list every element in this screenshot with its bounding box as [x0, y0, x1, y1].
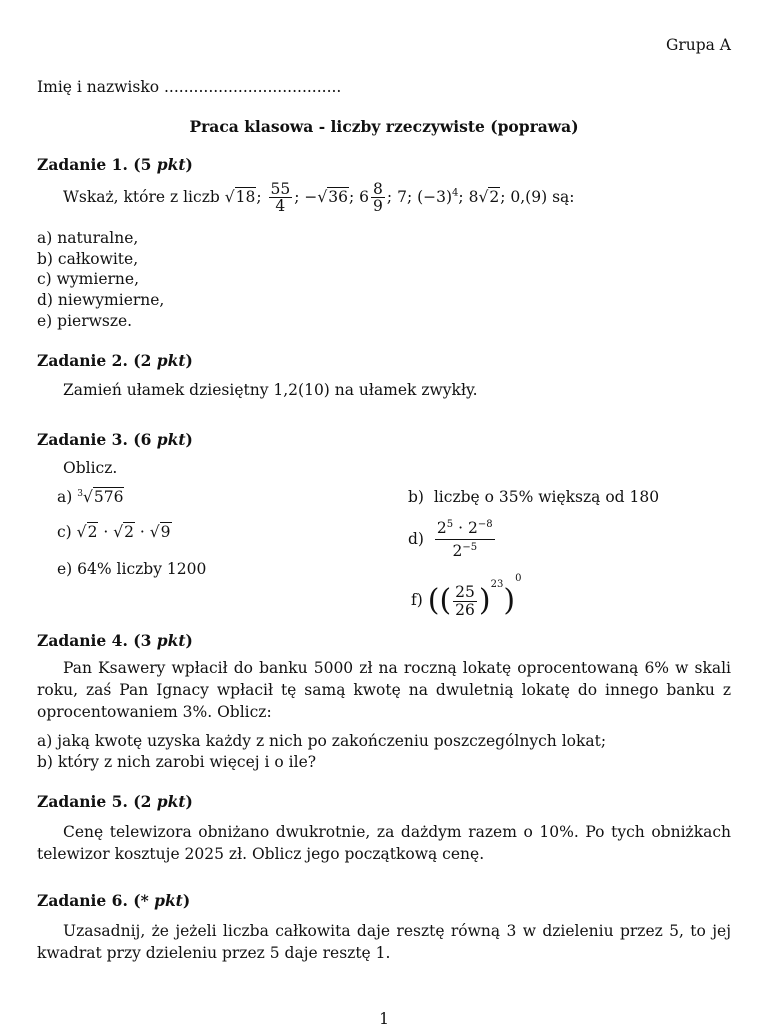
name-line: Imię i nazwisko ....................................	[37, 78, 342, 96]
task3-e: e) 64% liczby 1200	[57, 560, 207, 578]
page-title: Praca klasowa - liczby rzeczywiste (poprawa)	[189, 117, 579, 136]
task1-numbers: Wskaż, które z liczb √18; $\frac{55}{4}$ ; −√36; 6 $\frac{8}{9}$ ; 7; $(-3)^4$; 8√2; 0,(9) są:	[63, 180, 575, 216]
task1-options	[37, 228, 164, 332]
list-item: e) pierwsze.	[37, 311, 133, 330]
task3-heading: Zadanie 3. (6 pkt)	[37, 430, 193, 449]
list-item: a) jaką kwotę uzyska każdy z nich po zakończeniu poszczególnych lokat;	[37, 732, 607, 750]
task3-d: d) $\frac{2^5 \cdot 2^{-8}}{2^{-5}}$	[408, 519, 493, 561]
list-item: b) całkowite,	[37, 249, 139, 268]
task1-heading: Zadanie 1. (5 pkt)	[37, 155, 193, 174]
task3-intro: Oblicz.	[63, 459, 118, 477]
task6-text: Uzasadnij, że jeżeli liczba całkowita daje resztę równą 3 w dzieleniu przez 5, to jej kwadrat przy dzieleniu przez 5 daje resztę 1.	[37, 922, 731, 962]
task6-heading: Zadanie 6. (* pkt)	[37, 891, 191, 910]
list-item: c) wymierne,	[37, 270, 139, 289]
task3-a: a) $^3$√576	[57, 488, 124, 506]
list-item: b) który z nich zarobi więcej i o ile?	[37, 752, 317, 771]
page-number: 1	[379, 1010, 389, 1028]
list-item: d) niewymierne,	[37, 291, 165, 310]
group-label: Grupa A	[665, 36, 731, 54]
task4-heading: Zadanie 4. (3 pkt)	[37, 631, 193, 650]
task3-b: b) liczbę o 35% większą od 180	[408, 488, 660, 506]
task4-options	[37, 731, 606, 772]
task3-c: c) √2 · √2 · √9	[57, 523, 171, 541]
task2-heading: Zadanie 2. (2 pkt)	[37, 351, 193, 370]
task5-heading: Zadanie 5. (2 pkt)	[37, 792, 193, 811]
task2-text: Zamień ułamek dziesiętny 1,2(10) na ułamek zwykły.	[63, 381, 478, 399]
list-item: a) naturalne,	[37, 229, 139, 247]
task4-text: Pan Ksawery wpłacił do banku 5000 zł na roczną lokatę oprocentowaną 6% w skali roku, zaś Pan Ignacy wpłacił tę samą kwotę na dwuletnią lokatę do innego banku z oprocentowaniem 3%. Oblicz:	[37, 659, 731, 721]
task3-f: f) (( $\frac{25}{26}$ )$^{23}$)$^0$	[411, 573, 522, 619]
task5-text: Cenę telewizora obniżano dwukrotnie, za dażdym razem o 10%. Po tych obniżkach telewizor kosztuje 2025 zł. Oblicz jego początkową cenę.	[37, 823, 731, 863]
